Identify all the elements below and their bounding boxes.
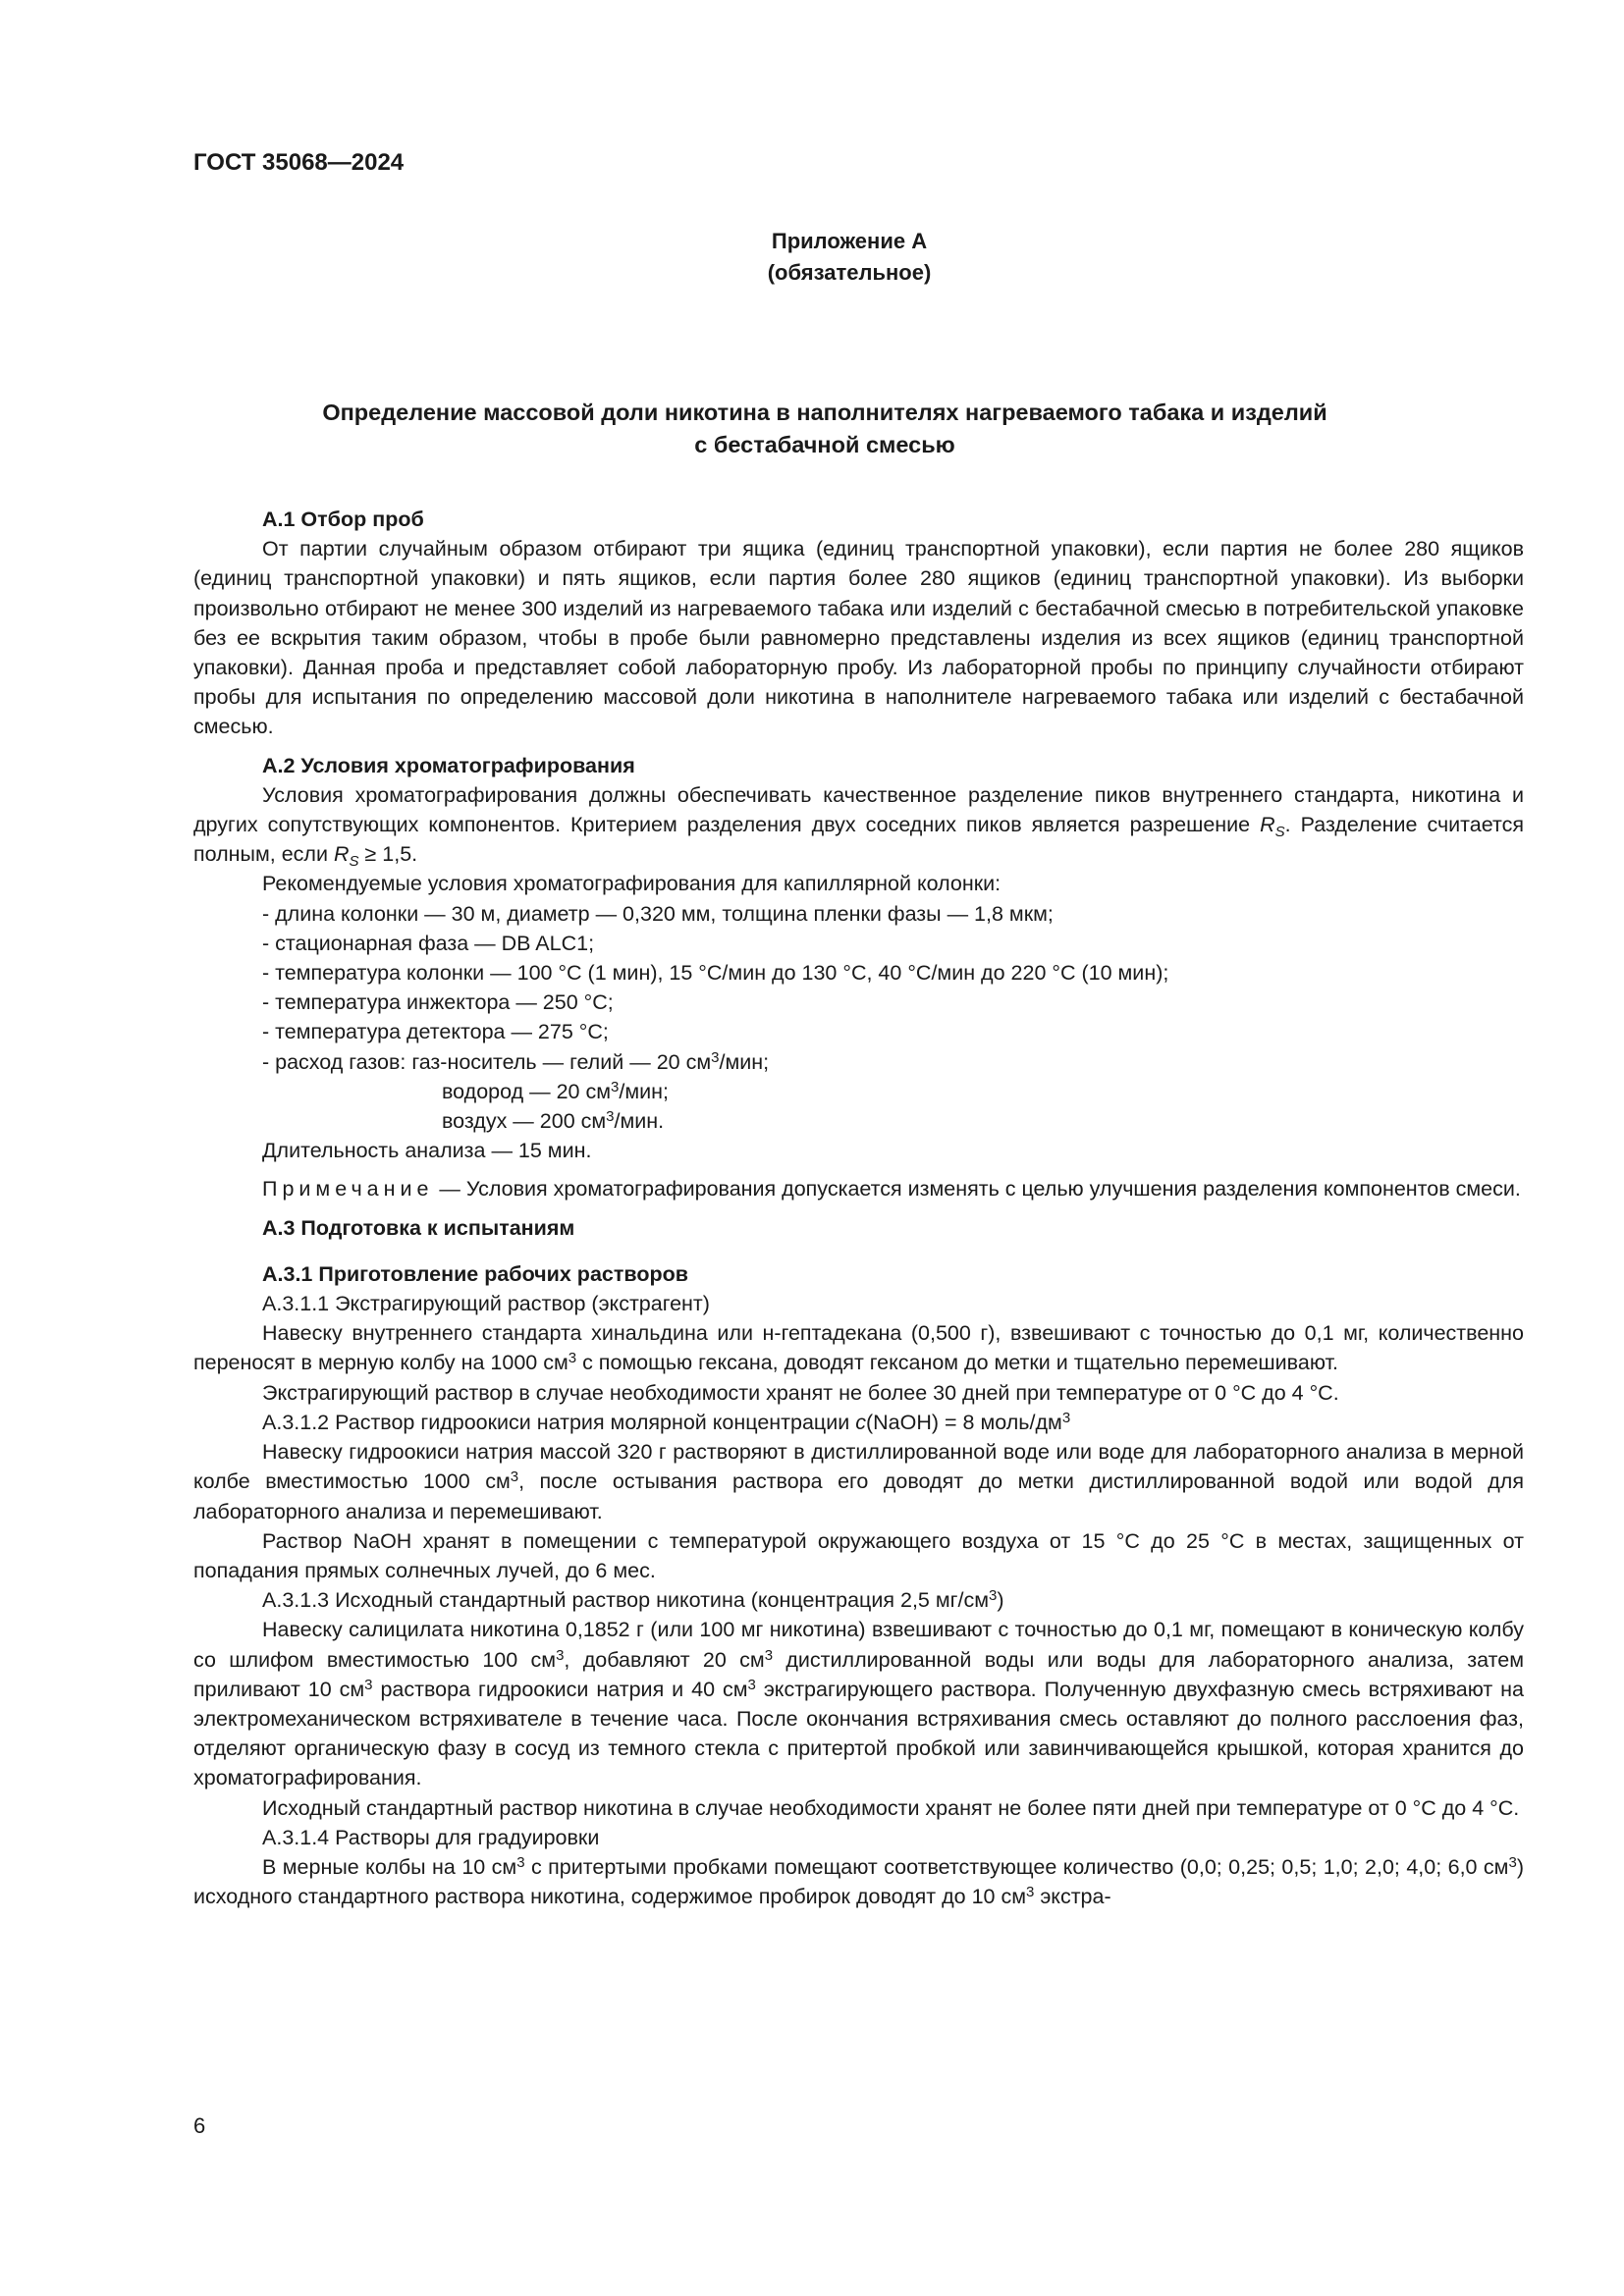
- subsection-heading-a31: А.3.1 Приготовление рабочих растворов: [262, 1261, 688, 1286]
- paragraph-a312-1: Навеску гидроокиси натрия массой 320 г растворяют в дистиллированной воде или воде для лабораторного анализа в мерной колбе вместимостью 1000 $см^3$, после остывания раствора его доводят до метки дистиллированной водой или водой для лабораторного анализа и перемешивают.: [193, 1440, 1524, 1523]
- appendix-label: Приложение А: [771, 229, 928, 253]
- section-heading-a3: А.3 Подготовка к испытаниям: [262, 1215, 575, 1240]
- condition-item: - стационарная фаза — DB ALC1;: [262, 931, 595, 955]
- note-paragraph: Примечание — Условия хроматографирования допускается изменять с целью улучшения разделения компонентов смеси.: [262, 1177, 1521, 1201]
- condition-item-gas: - расход газов: газ-носитель — гелий — 20 $см^3$/мин;: [262, 1048, 770, 1074]
- paragraph-a314-1: В мерные колбы на 10 $см^3$ с притертыми пробками помещают соответствующее количество (0,0; 0,25; 0,5; 1,0; 2,0; 4,0; 6,0 $см^3$) исходного стандартного раствора никотина, содержимое пробирок доводят до 10 $см^3$ экстра-: [193, 1853, 1524, 1909]
- paragraph-a312-2: Раствор NaOH хранят в помещении с температурой окружающего воздуха от 15 °С до 25 °С в местах, защищенных от попадания прямых солнечных лучей, до 6 мес.: [193, 1528, 1524, 1582]
- item-title-a311: А.3.1.1 Экстрагирующий раствор (экстрагент): [262, 1292, 710, 1316]
- appendix-status: (обязательное): [767, 260, 932, 285]
- title-line-2: с бестабачной смесью: [694, 432, 955, 457]
- section-heading-a2: А.2 Условия хроматографирования: [262, 753, 635, 777]
- section-heading-a1: А.1 Отбор проб: [262, 507, 424, 531]
- document-title: [236, 397, 1414, 461]
- paragraph-a311-2: Экстрагирующий раствор в случае необходимости хранят не более 30 дней при температуре от 0 °С до 4 °С.: [262, 1380, 1339, 1405]
- condition-gas-air: воздух — 200 $см^3$/мин.: [442, 1108, 665, 1134]
- condition-gas-hydrogen: водород — 20 $см^3$/мин;: [442, 1078, 669, 1103]
- document-number: ГОСТ 35068—2024: [193, 149, 405, 176]
- appendix-heading: [687, 226, 1011, 289]
- paragraph-a2-resolution: Условия хроматографирования должны обеспечивать качественное разделение пиков внутреннего стандарта, никотина и других сопутствующих компонентов. Критерием разделения двух соседних пиков является разрешение $R_S$. Разделение считается полным, если $R_S \ge 1,5$.: [193, 782, 1524, 871]
- title-line-1: Определение массовой доли никотина в наполнителях нагреваемого табака и изделий: [322, 400, 1327, 425]
- item-title-a314: А.3.1.4 Растворы для градуировки: [262, 1825, 600, 1849]
- condition-item: - длина колонки — 30 м, диаметр — 0,320 мм, толщина пленки фазы — 1,8 мкм;: [262, 901, 1054, 926]
- paragraph-a1: От партии случайным образом отбирают три ящика (единиц транспортной упаковки), если партия не более 280 ящиков (единиц транспортной упаковки) и пять ящиков, если партия более 280 ящиков (единиц транспортной упаковки). Из выборки произвольно отбирают не менее 300 изделий из нагреваемого табака или изделий с бестабачной смесью в потребительской упаковке без ее вскрытия таким образом, чтобы в пробе были равномерно представлены изделия из всех ящиков (единиц транспортной упаковки). Данная проба и представляет собой лабораторную пробу. Из лабораторной пробы по принципу случайности отбирают пробы для испытания по определению массовой доли никотина в наполнителе нагреваемого табака или изделий с бестабачной смесью.: [193, 537, 1524, 739]
- item-title-a313: А.3.1.3 Исходный стандартный раствор никотина (концентрация 2,5 $мг/см^3$): [262, 1587, 1004, 1613]
- note-label: Примечание: [262, 1177, 434, 1201]
- condition-item: - температура детектора — 275 °С;: [262, 1020, 609, 1044]
- conditions-intro: Рекомендуемые условия хроматографирования для капиллярной колонки:: [262, 872, 1001, 896]
- paragraph-a311-1: Навеску внутреннего стандарта хинальдина или н-гептадекана (0,500 г), взвешивают с точностью до 0,1 мг, количественно переносят в мерную колбу на 1000 $см^3$ с помощью гексана, доводят гексаном до метки и тщательно перемешивают.: [193, 1321, 1524, 1375]
- paragraph-a313-2: Исходный стандартный раствор никотина в случае необходимости хранят не более пяти дней при температуре от 0 °С до 4 °С.: [262, 1795, 1520, 1820]
- page-number: 6: [193, 2113, 206, 2138]
- document-body: [193, 505, 1524, 1911]
- item-title-a312: А.3.1.2 Раствор гидроокиси натрия молярной концентрации c(NaOH) = 8 моль/$дм^3$: [262, 1409, 1071, 1434]
- condition-item: - температура колонки — 100 °С (1 мин), 15 °С/мин до 130 °С, 40 °С/мин до 220 °С (10 мин);: [262, 961, 1169, 986]
- analysis-duration: Длительность анализа — 15 мин.: [262, 1139, 592, 1163]
- paragraph-a313-1: Навеску салицилата никотина 0,1852 г (или 100 мг никотина) взвешивают с точностью до 0,1 мг, помещают в коническую колбу со шлифом вместимостью 100 $см^3$, добавляют 20 $см^3$ дистиллированной воды или воды для лабораторного анализа, затем приливают 10 $см^3$ раствора гидроокиси натрия и 40 $см^3$ экстрагирующего раствора. Полученную двухфазную смесь встряхивают на электромеханическом встряхивателе в течение часа. После окончания встряхивания смесь оставляют до полного расслоения фаз, отделяют органическую фазу в сосуд из темного стекла с притертой пробкой или завинчивающейся крышкой, которая хранится до хроматографирования.: [193, 1618, 1524, 1790]
- condition-item: - температура инжектора — 250 °С;: [262, 990, 614, 1015]
